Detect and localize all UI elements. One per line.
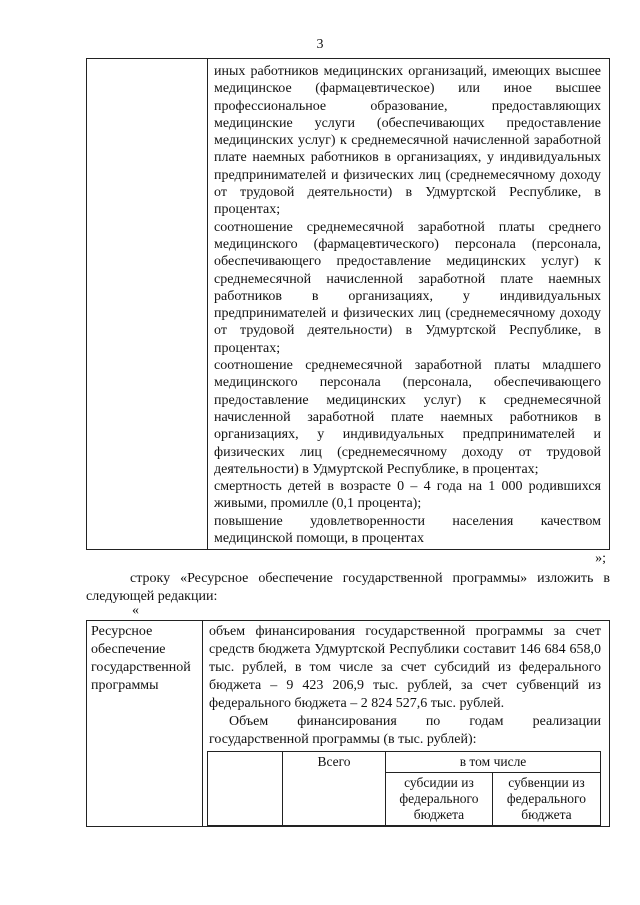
resource-provision-label: Ресурсное обеспечение государственной программы [87, 621, 203, 827]
indicator-paragraph: иных работников медицинских организаций, имеющих высшее медицинское (фармацевтическое) или иное высшее профессиональное образование, предоставляющих медицинские услуги (обеспечивающих предоставление медицинских услуг) к среднемесячной начисленной заработной плате наемных работников в организациях, у индивидуальных предпринимателей и физических лиц (среднемесячному доходу от трудовой деятельности) в Удмуртской Республике, в процентах; [214, 64, 601, 218]
financing-subtable [207, 751, 601, 826]
subventions-column-header: субвенции из федерального бюджета [492, 773, 600, 826]
indicators-list-cell [208, 59, 610, 550]
including-header: в том числе [386, 752, 601, 773]
financing-by-years-paragraph: Объем финансирования по годам реализации государственной программы (в тыс. рублей): [209, 714, 601, 747]
resource-provision-table [86, 620, 610, 827]
indicator-paragraph: соотношение среднемесячной заработной платы младшего медицинского персонала (персонала, обеспечивающего предоставление медицинских услуг) к среднемесячной начисленной заработной плате наемных работников в организациях, у индивидуальных предпринимателей и физических лиц (среднемесячному доходу от трудовой деятельности) в Удмуртской Республике, в процентах; [214, 358, 601, 477]
indicator-paragraph: повышение удовлетворенности населения качеством медицинской помощи, в процентах [214, 513, 601, 547]
resource-provision-content [203, 621, 610, 827]
total-column-header: Всего [283, 752, 386, 826]
subsidies-column-header: субсидии из федерального бюджета [386, 773, 493, 826]
indicator-paragraph: смертность детей в возрасте 0 – 4 года на 1 000 родившихся живыми, промилле (0,1 процента); [214, 479, 601, 512]
indicators-table-continuation [86, 58, 610, 550]
page-number: 3 [316, 37, 324, 52]
opening-quote: « [132, 603, 139, 618]
year-column-header [208, 752, 283, 826]
closing-quote: »; [595, 551, 606, 566]
indicator-paragraph: соотношение среднемесячной заработной платы среднего медицинского (фармацевтического) персонала (персонала, обеспечивающего предоставление медицинских услуг) к среднемесячной начисленной заработной плате наемных работников в организациях, у индивидуальных предпринимателей и физических лиц (среднемесячному доходу от трудовой деятельности) в Удмуртской Республике, в процентах; [214, 219, 601, 356]
instruction-paragraph: строку «Ресурсное обеспечение государственной программы» изложить в следующей редакции: [86, 571, 610, 604]
indicators-label-cell [87, 59, 208, 550]
financing-paragraph: объем финансирования государственной программы за счет средств бюджета Удмуртской Республики составит 146 684 658,0 тыс. рублей, в том числе за счет субсидий из федерального бюджета – 9 423 206,9 тыс. рублей, за счет субвенций из федерального бюджета – 2 824 527,6 тыс. рублей. [209, 624, 601, 711]
